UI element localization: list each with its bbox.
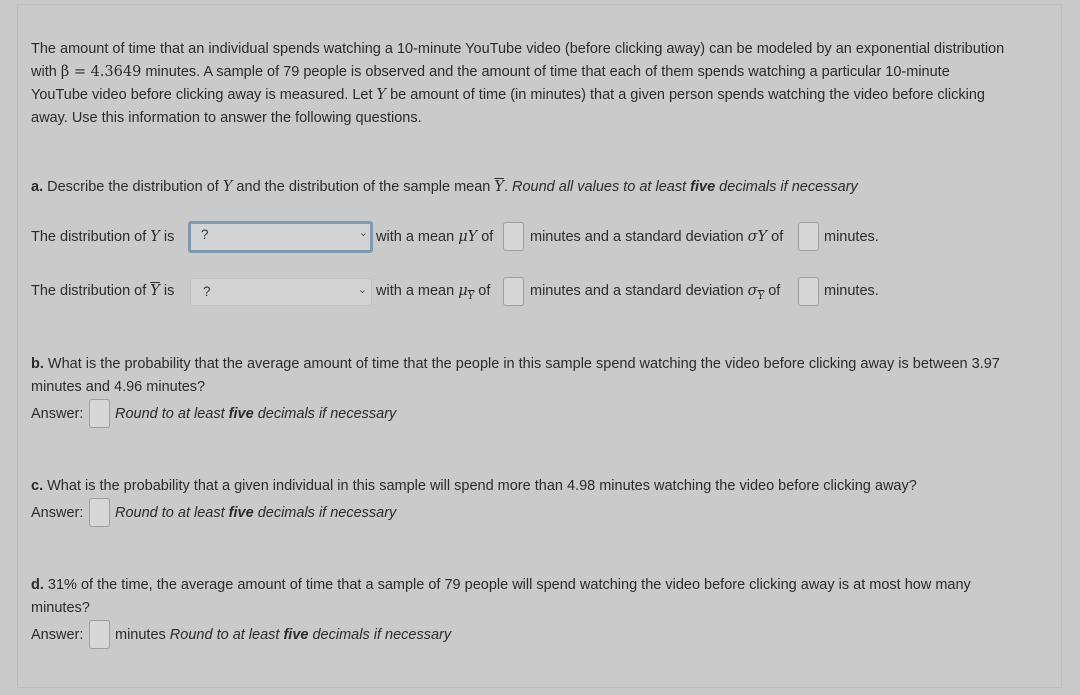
intro-text: The amount of time that an individual spends watching a 10-minute YouTube video (before clicking away) can be modeled by an exponential distribution <box>31 41 1005 57</box>
rounding-note-b <box>115 406 396 422</box>
distribution-ybar-select[interactable] <box>190 278 372 306</box>
intro-text: with <box>31 64 61 80</box>
part-label: d. <box>31 577 44 593</box>
row-text: of <box>764 283 781 299</box>
mu-y-symbol: μY <box>458 229 478 245</box>
row-text: of <box>474 283 491 299</box>
answer-d-suffix <box>115 627 451 643</box>
rounding-note: decimals if necessary <box>308 627 452 643</box>
answer-c-input[interactable] <box>89 498 110 527</box>
rounding-note: decimals if necessary <box>253 406 397 422</box>
intro-line-2 <box>31 61 950 84</box>
chevron-down-icon: ⌄ <box>358 227 368 239</box>
rounding-note: Round to at least <box>115 406 229 422</box>
distribution-y-select[interactable] <box>188 221 373 253</box>
part-c-question <box>31 475 917 498</box>
row2-mean-label <box>376 283 490 302</box>
var-y-bar: $\overline{Y}$ <box>494 179 504 195</box>
rounding-note-c <box>115 505 396 521</box>
row2-units <box>824 283 879 299</box>
answer-label-b <box>31 406 83 422</box>
row1-mean-label <box>376 229 493 245</box>
chevron-down-icon: ⌄ <box>357 284 367 296</box>
intro-line-1 <box>31 38 1004 61</box>
answer-label: Answer: <box>31 406 84 422</box>
row-text: is <box>159 283 175 299</box>
row-text: minutes and a standard deviation <box>530 283 748 299</box>
rounding-note: Round to at least <box>165 627 284 643</box>
question-text: minutes and 4.96 minutes? <box>31 379 206 395</box>
select-value: ? <box>201 227 209 242</box>
row1-label <box>31 229 174 245</box>
mean-ybar-input[interactable] <box>503 277 524 306</box>
sigma-y-symbol: σY <box>747 229 768 245</box>
rounding-note: decimals if necessary <box>253 505 397 521</box>
part-label: c. <box>31 478 44 494</box>
row-text: The distribution of <box>31 283 151 299</box>
var-y-bar: $\overline{Y}$ <box>150 283 160 299</box>
row-text: is <box>159 229 175 245</box>
answer-label: Answer: <box>31 505 84 521</box>
question-text: What is the probability that a given individual in this sample will spend more than 4.98 minutes watching the video before clicking away? <box>43 478 917 494</box>
row1-units <box>824 229 879 245</box>
part-d-question <box>31 574 971 597</box>
intro-text: be amount of time (in minutes) that a given person spends watching the video before clicking <box>386 87 985 103</box>
part-b-question-cont <box>31 376 205 399</box>
row-text: minutes and a standard deviation <box>530 229 748 245</box>
subscript-y-bar: Y <box>467 290 475 302</box>
rounding-note: Round to at least <box>115 505 229 521</box>
answer-b-input[interactable] <box>89 399 110 428</box>
answer-label: Answer: <box>31 627 84 643</box>
row-text: of <box>477 229 494 245</box>
rounding-note-bold: five <box>228 406 254 422</box>
question-text: Describe the distribution of <box>43 179 223 195</box>
answer-label-d <box>31 627 83 643</box>
var-y: Y <box>150 229 160 245</box>
question-text: and the distribution of the sample mean <box>232 179 495 195</box>
question-text: minutes? <box>31 600 90 616</box>
units-text: minutes. <box>824 283 879 299</box>
row1-sd-label <box>530 229 783 245</box>
sd-ybar-input[interactable] <box>798 277 819 306</box>
intro-text: minutes. A sample of 79 people is observed and the amount of time that each of them spends watching a particular 10-minute <box>141 64 950 80</box>
intro-line-4 <box>31 107 422 130</box>
question-text: 31% of the time, the average amount of time that a sample of 79 people will spend watching the video before clicking away is at most how many <box>43 577 971 593</box>
intro-text: away. Use this information to answer the following questions. <box>31 110 422 126</box>
mu-ybar-symbol: μ <box>458 283 468 299</box>
select-value: ? <box>203 284 211 299</box>
row2-sd-label <box>530 283 780 302</box>
answer-label-c <box>31 505 83 521</box>
sd-y-input[interactable] <box>798 222 819 251</box>
part-label: a. <box>31 179 44 195</box>
beta-value: β = 4.3649 <box>60 64 142 80</box>
subscript-y-bar: Y <box>757 290 765 302</box>
row-text: with a mean <box>376 283 459 299</box>
intro-line-3 <box>31 84 985 107</box>
rounding-note: Round all values to at least <box>507 179 691 195</box>
row2-label <box>31 283 174 299</box>
answer-d-input[interactable] <box>89 620 110 649</box>
part-a-question <box>31 176 858 199</box>
part-label: b. <box>31 356 44 372</box>
row-text: The distribution of <box>31 229 151 245</box>
row-text: with a mean <box>376 229 459 245</box>
part-d-question-cont <box>31 597 90 620</box>
rounding-note: decimals if necessary <box>715 179 858 195</box>
rounding-note-bold: five <box>690 179 716 195</box>
intro-text: YouTube video before clicking away is measured. Let <box>31 87 377 103</box>
sigma-ybar-symbol: σ <box>747 283 758 299</box>
units-text: minutes <box>115 627 166 643</box>
question-text: What is the probability that the average amount of time that the people in this sample spend watching the video before clicking away is between 3.97 <box>43 356 1000 372</box>
units-text: minutes. <box>824 229 879 245</box>
row-text: of <box>767 229 784 245</box>
mean-y-input[interactable] <box>503 222 524 251</box>
var-y: Y <box>376 87 387 103</box>
rounding-note-bold: five <box>228 505 254 521</box>
var-y: Y <box>222 179 233 195</box>
rounding-note-bold: five <box>283 627 309 643</box>
question-text: . <box>503 179 508 195</box>
part-b-question <box>31 353 1000 376</box>
